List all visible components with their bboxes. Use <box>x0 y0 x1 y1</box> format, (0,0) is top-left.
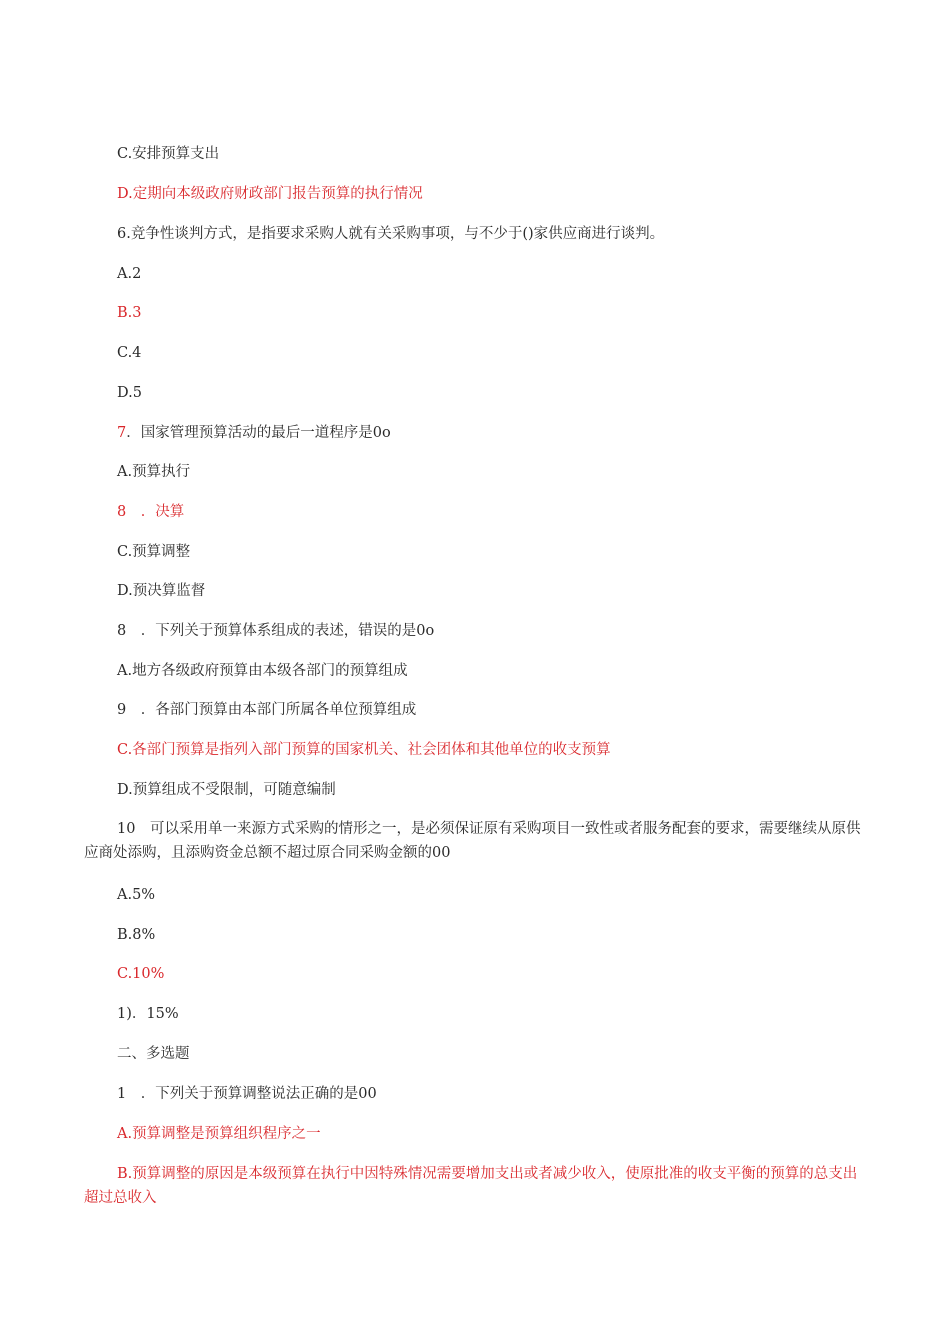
option-d-line: D.5 <box>117 385 142 401</box>
option-c-line: C.安排预算支出 <box>117 146 220 162</box>
option-c-answer-line: C.各部门预算是指列入部门预算的国家机关、社会团体和其他单位的收支预算 <box>117 742 611 758</box>
question-6: 6.竞争性谈判方式，是指要求采购人就有关采购事项，与不少于()家供应商进行谈判。 <box>117 226 665 242</box>
option-a-line: A.地方各级政府预算由本级各部门的预算组成 <box>117 663 408 679</box>
option-c-line: C.4 <box>117 345 142 361</box>
option-a-answer-line: A.预算调整是预算组织程序之一 <box>117 1126 321 1142</box>
question-text: ．国家管理预算活动的最后一道程序是0o <box>126 425 391 441</box>
option-d-line: D.预决算监督 <box>117 583 206 599</box>
option-a-line: A.5% <box>117 887 156 903</box>
question-number: 7 <box>117 425 127 441</box>
question-10: 10 可以采用单一来源方式采购的情形之一，是必须保证原有采购项目一致性或者服务配套的要求，需要继续从原供应商处添购，且添购资金总额不超过原合同采购金额的00 <box>84 821 861 861</box>
option-c-line: C.预算调整 <box>117 544 191 560</box>
option-b-line: B.8% <box>117 927 156 943</box>
option-d-answer-line: D.定期向本级政府财政部门报告预算的执行情况 <box>117 186 423 202</box>
option-a-line: A.2 <box>117 266 142 282</box>
option-d-line: D.预算组成不受限制，可随意编制 <box>117 782 336 798</box>
question-8: 8 ．下列关于预算体系组成的表述，错误的是0o <box>117 623 435 639</box>
section-heading: 二、多选题 <box>117 1046 190 1062</box>
question-multi-1: 1 ．下列关于预算调整说法正确的是00 <box>117 1086 377 1102</box>
question-7 <box>117 424 391 442</box>
option-d-line: 1)．15% <box>117 1006 179 1022</box>
option-b-line: 9 ．各部门预算由本部门所属各单位预算组成 <box>117 702 417 718</box>
option-b-answer-paragraph: B.预算调整的原因是本级预算在执行中因特殊情况需要增加支出或者减少收入，使原批准的收支平衡的预算的总支出超过总收入 <box>84 1166 858 1206</box>
option-a-line: A.预算执行 <box>117 464 191 480</box>
option-c-answer-line: C.10% <box>117 966 165 982</box>
option-b-answer-line: B.3 <box>117 305 142 321</box>
option-b-answer-line: 8 ．决算 <box>117 504 185 520</box>
